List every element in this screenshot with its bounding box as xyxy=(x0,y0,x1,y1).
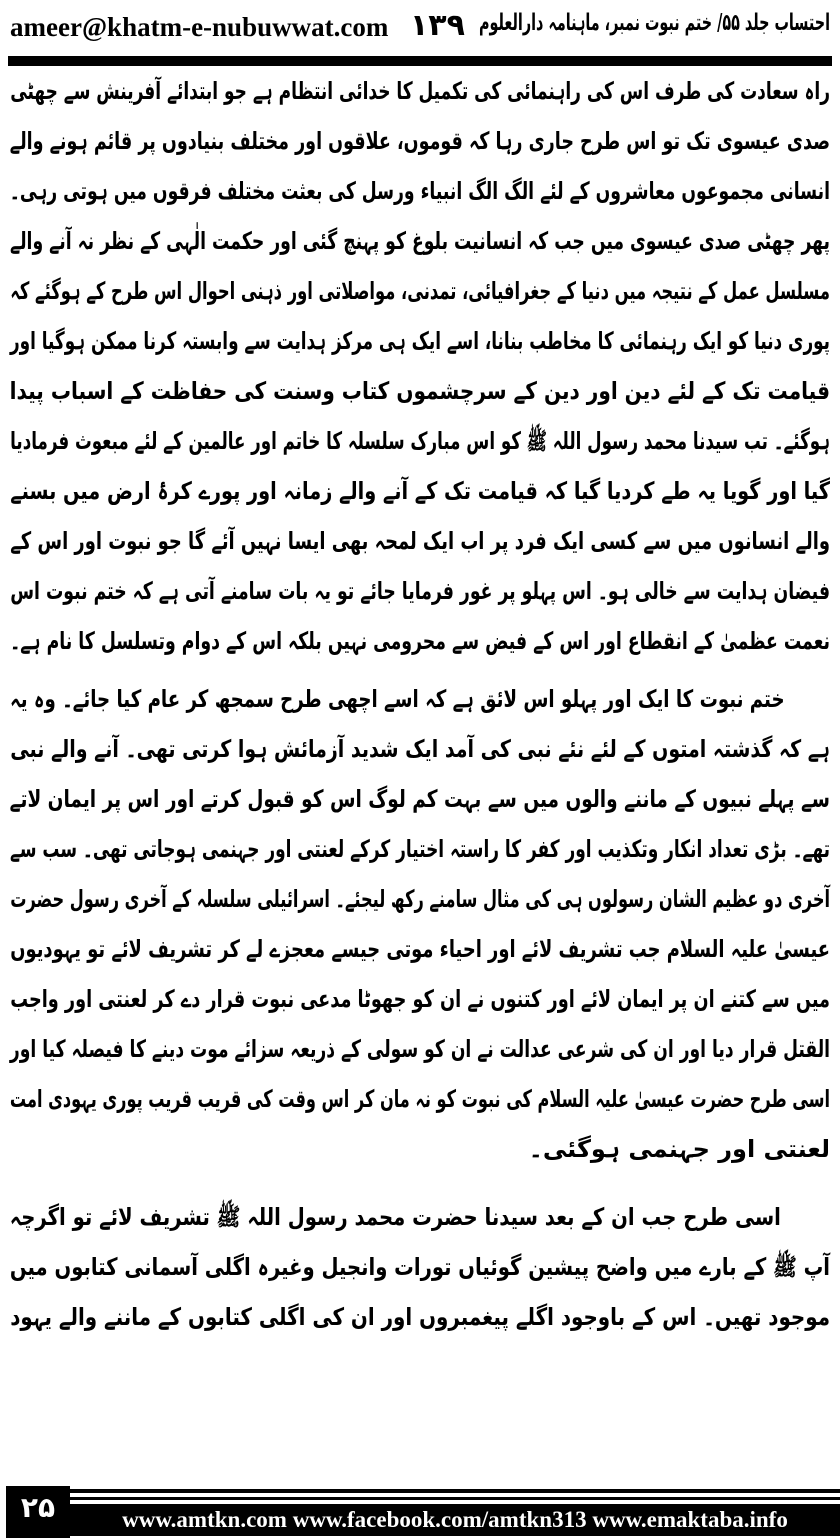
text-line: انسانی مجموعوں معاشروں کے لئے الگ الگ انبیاء ورسل کی بعثت مختلف فرقوں میں ہوتی رہی۔ xyxy=(9,177,830,205)
text-line: تھے۔ بڑی تعداد انکار وتکذیب اور کفر کا راستہ اختیار کرکے لعنتی اور جہنمی ہوجاتی تھی۔ سب سے xyxy=(9,835,831,863)
header-title: احتساب جلد ۵۵/ ختم نبوت نمبر، ماہنامہ دارالعلوم xyxy=(478,10,830,36)
text-line: عیسیٰ علیہ السلام جب تشریف لائے اور احیاء موتی جیسے معجزے لے کر تشریف لائے تو یہودیوں xyxy=(10,935,831,963)
header-rule xyxy=(8,56,832,66)
text-line: فیضان ہدایت سے خالی ہو۔ اس پہلو پر غور فرمایا جائے تو یہ بات سامنے آتی ہے کہ ختم نبوت اس xyxy=(10,577,831,605)
article-body xyxy=(10,66,830,1342)
footer-links: www.amtkn.com www.facebook.com/amtkn313 www.emaktaba.info xyxy=(70,1504,840,1536)
text-line: قیامت تک کے لئے دین اور دین کے سرچشموں کتاب وسنت کی حفاظت کے اسباب پیدا xyxy=(9,377,831,405)
text-line: القتل قرار دیا اور ان کی شرعی عدالت نے ان کو سولی کے ذریعہ سزائے موت دینے کا فیصلہ کیا اور xyxy=(9,1035,831,1063)
page-header xyxy=(10,6,830,50)
text-line: اسی طرح حضرت عیسیٰ علیہ السلام کی نبوت کو نہ مان کر اس وقت کی قریب قریب پوری یہودی امت xyxy=(9,1085,830,1113)
text-line: پوری دنیا کو ایک رہنمائی کا مخاطب بنانا، اسے ایک ہی مرکز ہدایت سے وابستہ کرنا ممکن ہوگیا اور xyxy=(9,327,830,355)
text-line: مسلسل عمل کے نتیجہ میں دنیا کے جغرافیائی، تمدنی، مواصلاتی اور ذہنی احوال اس طرح کے ہوگئے کہ xyxy=(10,277,830,305)
footer-rule xyxy=(70,1497,840,1500)
footer-rule xyxy=(70,1489,840,1493)
paragraph-start-line: ختم نبوت کا ایک اور پہلو اس لائق ہے کہ اسے اچھی طرح سمجھ کر عام کیا جائے۔ وہ یہ xyxy=(10,685,785,713)
text-line: ہوگئے۔ تب سیدنا محمد رسول اللہ ﷺ کو اس مبارک سلسلہ کا خاتم اور عالمین کے لئے مبعوث فرمادیا xyxy=(10,427,831,455)
text-line: نعمت عظمیٰ کے انقطاع اور اس کے فیض سے محرومی نہیں بلکہ اس کے دوام وتسلسل کا نام ہے۔ xyxy=(10,627,830,655)
text-line: راہ سعادت کی طرف اس کی راہنمائی کی تکمیل کا خدائی انتظام ہے جو ابتدائے آفرینش سے چھٹی xyxy=(10,77,830,105)
text-line: صدی عیسوی تک تو اس طرح جاری رہا کہ قوموں، علاقوں اور مختلف بنیادوں پر قائم ہونے والے xyxy=(9,127,830,155)
text-line: سے پہلے نبیوں کے ماننے والوں میں سے بہت کم لوگ اس کو قبول کرتے اور اس پر ایمان لاتے xyxy=(9,785,831,813)
text-line: گیا اور گویا یہ طے کردیا گیا کہ قیامت تک کے آنے والے زمانہ اور پورے کرۂ ارض میں بسنے xyxy=(10,477,830,505)
text-line: والے انسانوں میں سے کسی ایک فرد پر اب ایک لمحہ بھی ایسا نہیں آئے گا جو نبوت اور اس کے xyxy=(10,527,830,555)
paragraph-start-line: اسی طرح جب ان کے بعد سیدنا حضرت محمد رسول اللہ ﷺ تشریف لائے تو اگرچہ xyxy=(9,1203,781,1231)
text-line: ہے کہ گذشتہ امتوں کے لئے نئے نبی کی آمد ایک شدید آزمائش ہوا کرتی تھی۔ آنے والے نبی xyxy=(10,735,830,763)
text-line: آخری دو عظیم الشان رسولوں ہی کی مثال سامنے رکھ لیجئے۔ اسرائیلی سلسلہ کے آخری رسول حضرت xyxy=(10,885,830,913)
text-line: میں سے کتنے ان پر ایمان لائے اور کتنوں نے ان کو جھوٹا مدعی نبوت قرار دے کر لعنتی اور واجب xyxy=(10,985,830,1013)
footer-page-number: ۲۵ xyxy=(6,1486,70,1538)
text-line: موجود تھیں۔ اس کے باوجود اگلے پیغمبروں اور ان کی اگلی کتابوں کے ماننے والے یہود xyxy=(10,1303,831,1331)
header-email: ameer@khatm-e-nubuwwat.com xyxy=(10,12,389,42)
header-page-number: ۱۳۹ xyxy=(410,8,465,43)
text-line: آپ ﷺ کے بارے میں واضح پیشین گوئیاں تورات وانجیل وغیرہ اگلی آسمانی کتابوں میں xyxy=(9,1253,831,1281)
text-line: لعنتی اور جہنمی ہوگئی۔ xyxy=(528,1135,830,1163)
text-line: پھر چھٹی صدی عیسوی میں جب کہ انسانیت بلوغ کو پہنچ گئی اور حکمت الٰہی کے نظر نہ آنے والے xyxy=(9,227,830,255)
